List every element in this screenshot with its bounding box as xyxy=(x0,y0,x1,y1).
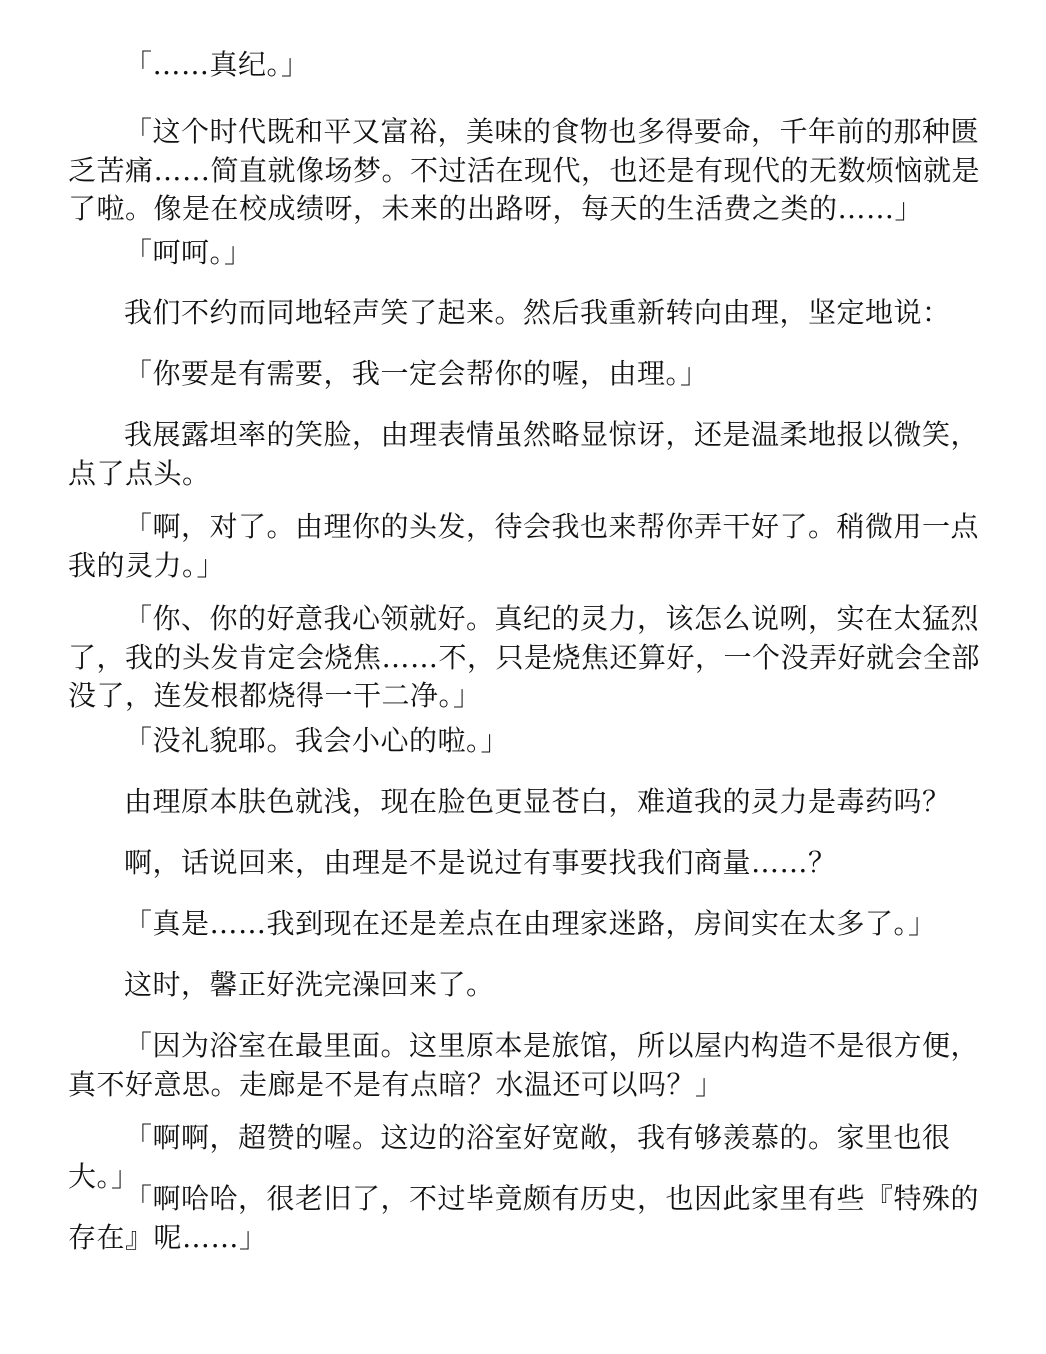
paragraph-16: 「啊哈哈，很老旧了，不过毕竟颇有历史，也因此家里有些『特殊的存在』呢……」 xyxy=(68,1182,980,1254)
paragraph-13: 这时，馨正好洗完澡回来了。 xyxy=(124,968,495,1001)
paragraph-5: 「你要是有需要，我一定会帮你的喔，由理。」 xyxy=(124,357,709,390)
paragraph-15: 「啊啊，超赞的喔。这边的浴室好宽敞，我有够羡慕的。家里也很大。」 xyxy=(68,1121,951,1193)
paragraph-6: 我展露坦率的笑脸，由理表情虽然略显惊讶，还是温柔地报以微笑，点了点头。 xyxy=(68,418,980,490)
paragraph-8: 「你、你的好意我心领就好。真纪的灵力，该怎么说咧，实在太猛烈了，我的头发肯定会烧焦……不，只是烧焦还算好，一个没弄好就会全部没了，连发根都烧得一干二净。」 xyxy=(68,602,981,712)
paragraph-4: 我们不约而同地轻声笑了起来。然后我重新转向由理，坚定地说： xyxy=(124,296,951,329)
paragraph-14: 「因为浴室在最里面。这里原本是旅馆，所以屋内构造不是很方便，真不好意思。走廊是不是有点暗？水温还可以吗？」 xyxy=(68,1029,980,1101)
paragraph-12: 「真是……我到现在还是差点在由理家迷路，房间实在太多了。」 xyxy=(124,907,937,940)
paragraph-9: 「没礼貌耶。我会小心的啦。」 xyxy=(124,724,510,757)
paragraph-11: 啊，话说回来，由理是不是说过有事要找我们商量……？ xyxy=(124,846,837,879)
paragraph-1: 「……真纪。」 xyxy=(124,48,310,81)
paragraph-2: 「这个时代既和平又富裕，美味的食物也多得要命，千年前的那种匮乏苦痛……简直就像场梦。不过活在现代，也还是有现代的无数烦恼就是了啦。像是在校成绩呀，未来的出路呀，每天的生活费之类的……」 xyxy=(68,115,981,225)
paragraph-10: 由理原本肤色就浅，现在脸色更显苍白，难道我的灵力是毒药吗？ xyxy=(124,785,951,818)
paragraph-3: 「呵呵。」 xyxy=(124,236,253,269)
paragraph-7: 「啊，对了。由理你的头发，待会我也来帮你弄干好了。稍微用一点我的灵力。」 xyxy=(68,510,980,582)
